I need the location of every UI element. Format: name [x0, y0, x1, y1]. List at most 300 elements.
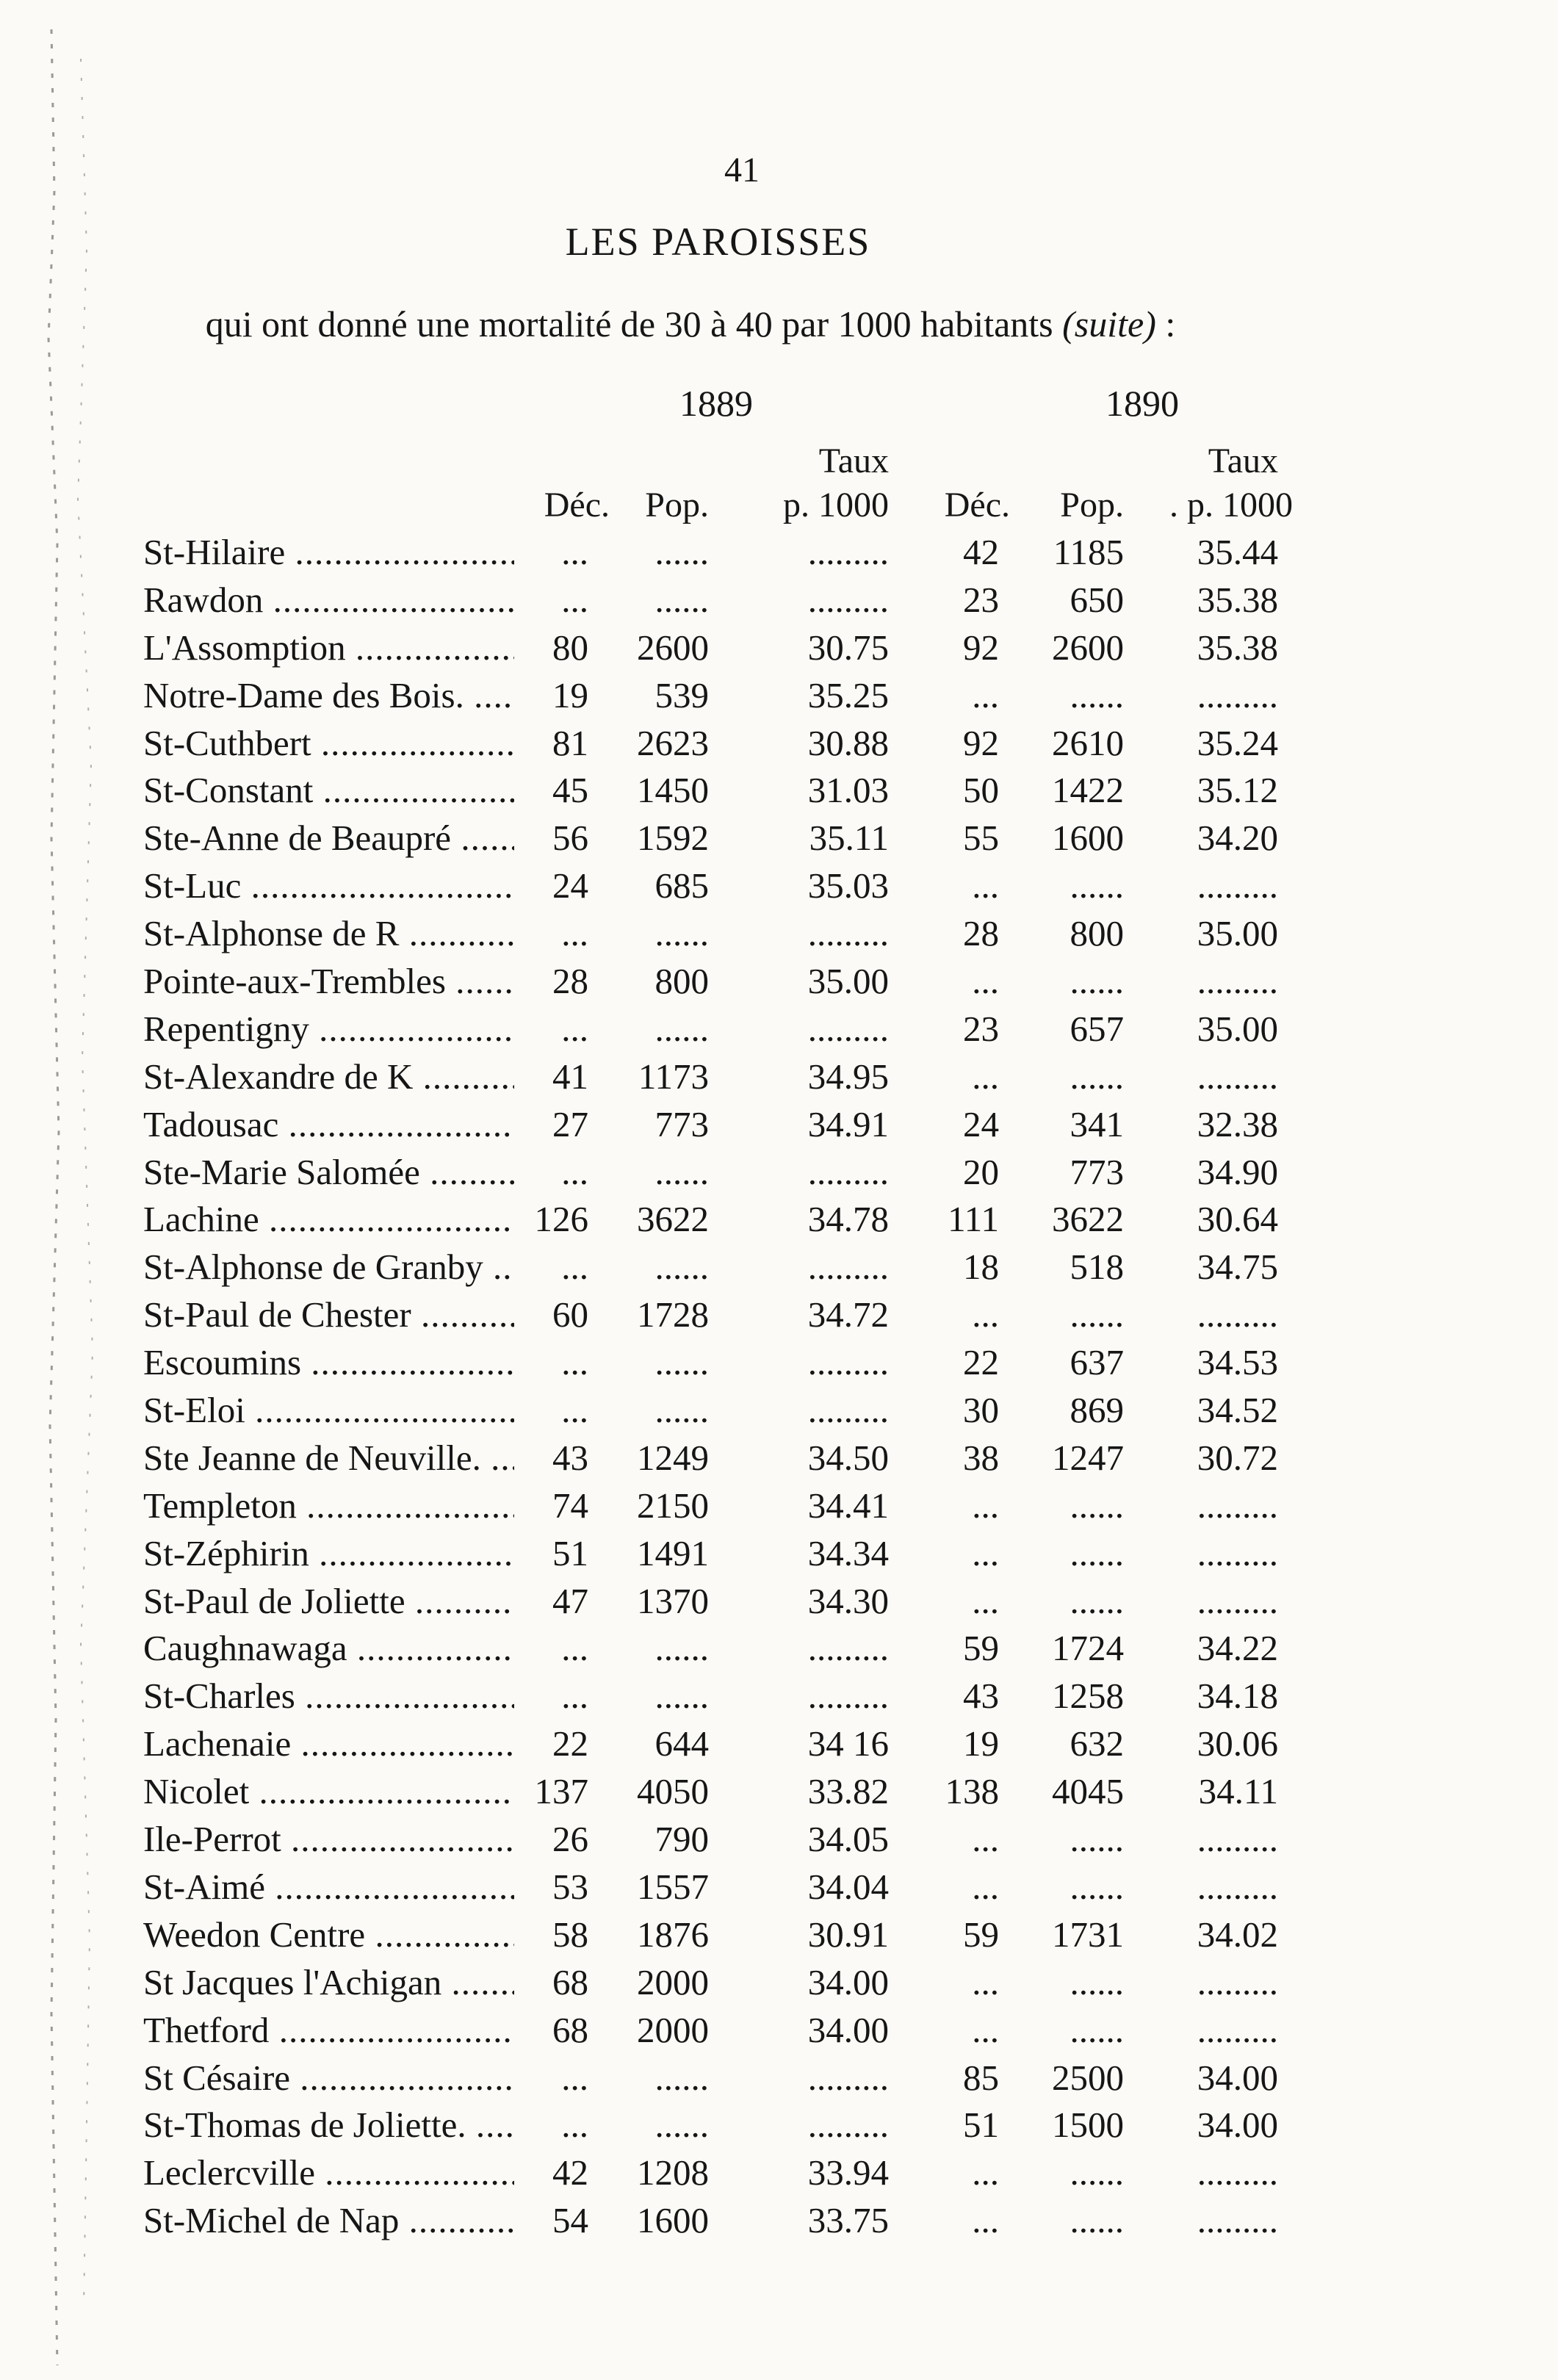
parish-name: Ste-Marie Salomée .....	[143, 1149, 533, 1197]
parish-name: St-Paul de Chester .....	[143, 1291, 533, 1339]
deaths-1889: ...	[514, 1006, 588, 1053]
deaths-1890: 55	[963, 818, 999, 859]
population-1890: ......	[1070, 674, 1124, 715]
rate-1889: 31.03	[807, 770, 889, 811]
population-1890: ......	[1070, 2200, 1124, 2241]
deaths-1889: 137	[514, 1768, 588, 1816]
rate-1889: .........	[807, 579, 889, 620]
rate-1889: 34.05	[807, 1819, 889, 1860]
population-1889: ......	[654, 2105, 709, 2146]
deaths-1889: 27	[514, 1101, 588, 1149]
table-row	[0, 624, 1558, 672]
deaths-1889: 53	[514, 1864, 588, 1911]
table-row	[0, 2007, 1558, 2055]
deaths-1890: 50	[963, 770, 999, 811]
population-1890: 518	[1070, 1247, 1124, 1288]
deaths-1889: ...	[514, 1149, 588, 1197]
deaths-1890: ...	[972, 961, 999, 1002]
population-1889: 4050	[637, 1771, 709, 1812]
deaths-1890: 59	[963, 1628, 999, 1669]
rate-1889: 34.41	[807, 1485, 889, 1526]
header-per1000-1889: p. 1000	[783, 486, 889, 524]
population-1889: 1592	[637, 818, 709, 859]
table-row	[0, 720, 1558, 768]
population-1890: 2500	[1052, 2057, 1124, 2098]
rate-1890: 35.38	[1197, 579, 1278, 620]
table-row	[0, 1911, 1558, 1959]
deaths-1889: 42	[514, 2149, 588, 2197]
table-row	[0, 1196, 1558, 1244]
deaths-1889: 51	[514, 1530, 588, 1578]
rate-1890: 34.00	[1197, 2057, 1278, 2098]
parish-name: Escoumins .....	[143, 1339, 533, 1387]
table-row	[0, 1578, 1558, 1626]
population-1889: ......	[654, 579, 709, 620]
rate-1890: 34.20	[1197, 818, 1278, 859]
population-1889: 539	[654, 674, 709, 715]
rate-1889: 35.03	[807, 865, 889, 906]
population-1890: 1600	[1052, 818, 1124, 859]
table-row	[0, 1244, 1558, 1291]
parish-name: Ste Jeanne de Neuville. .....	[143, 1435, 533, 1482]
rate-1890: .........	[1197, 2200, 1278, 2241]
rate-1889: .........	[807, 1151, 889, 1192]
rate-1890: 32.38	[1197, 1103, 1278, 1144]
rate-1890: .........	[1197, 2009, 1278, 2050]
table-row	[0, 1530, 1558, 1578]
deaths-1889: 81	[514, 720, 588, 768]
deaths-1889: 47	[514, 1578, 588, 1626]
deaths-1889: 19	[514, 672, 588, 720]
rate-1890: 35.12	[1197, 770, 1278, 811]
population-1890: 1731	[1052, 1914, 1124, 1955]
deaths-1889: ...	[514, 1625, 588, 1673]
parish-name: St Césaire .....	[143, 2055, 533, 2102]
population-1890: ......	[1070, 1819, 1124, 1860]
table-row	[0, 1720, 1558, 1768]
rate-1889: .........	[807, 1628, 889, 1669]
population-1889: ......	[654, 1676, 709, 1717]
parish-name: St-Alphonse de R .....	[143, 910, 533, 958]
rate-1890: 34.52	[1197, 1390, 1278, 1431]
population-1890: ......	[1070, 1866, 1124, 1907]
rate-1890: 34.02	[1197, 1914, 1278, 1955]
parish-name: Tadousac .....	[143, 1101, 533, 1149]
population-1889: 1728	[637, 1294, 709, 1335]
parish-table	[0, 529, 1558, 2245]
rate-1890: 34.90	[1197, 1151, 1278, 1192]
deaths-1890: 28	[963, 913, 999, 954]
rate-1890: .........	[1197, 1485, 1278, 1526]
population-1890: 773	[1070, 1151, 1124, 1192]
parish-name: St-Eloi .....	[143, 1387, 533, 1435]
header-per1000-1890: . p. 1000	[1169, 486, 1293, 524]
table-row	[0, 1625, 1558, 1673]
rate-1889: 30.75	[807, 627, 889, 668]
deaths-1890: 92	[963, 627, 999, 668]
table-row	[0, 577, 1558, 624]
subtitle-text: qui ont donné une mortalité de 30 à 40 par 1000 habitants	[205, 303, 1053, 345]
parish-name: Lachenaie .....	[143, 1720, 533, 1768]
subtitle-suffix: (suite)	[1062, 303, 1156, 345]
rate-1889: 30.91	[807, 1914, 889, 1955]
population-1889: 1173	[638, 1056, 709, 1097]
parish-name: Pointe-aux-Trembles .....	[143, 958, 533, 1006]
population-1889: ......	[654, 2057, 709, 2098]
deaths-1890: ...	[972, 1056, 999, 1097]
parish-name: Leclercville .....	[143, 2149, 533, 2197]
population-1890: 2600	[1052, 627, 1124, 668]
rate-1889: 33.82	[807, 1771, 889, 1812]
deaths-1890: 43	[963, 1676, 999, 1717]
parish-name: St-Hilaire .....	[143, 529, 533, 577]
rate-1890: .........	[1197, 674, 1278, 715]
rate-1889: .........	[807, 1008, 889, 1049]
table-row	[0, 1053, 1558, 1101]
deaths-1890: 30	[963, 1390, 999, 1431]
rate-1889: 34.91	[807, 1103, 889, 1144]
deaths-1890: ...	[972, 1819, 999, 1860]
deaths-1889: 54	[514, 2197, 588, 2245]
parish-name: Ile-Perrot .....	[143, 1816, 533, 1864]
population-1889: 1450	[637, 770, 709, 811]
rate-1890: .........	[1197, 1961, 1278, 2002]
deaths-1890: 23	[963, 1008, 999, 1049]
deaths-1889: 68	[514, 2007, 588, 2055]
page-title: LES PAROISSES	[565, 220, 871, 264]
table-row	[0, 1435, 1558, 1482]
parish-name: Nicolet .....	[143, 1768, 533, 1816]
population-1890: ......	[1070, 1056, 1124, 1097]
header-taux-1890: Taux	[1208, 441, 1278, 480]
rate-1889: 34 16	[807, 1723, 889, 1764]
population-1889: ......	[654, 532, 709, 572]
population-1889: 1370	[637, 1580, 709, 1621]
parish-name: St-Luc .....	[143, 862, 533, 910]
population-1890: ......	[1070, 1532, 1124, 1573]
rate-1890: 34.18	[1197, 1676, 1278, 1717]
population-1890: 1500	[1052, 2105, 1124, 2146]
rate-1890: .........	[1197, 1819, 1278, 1860]
population-1889: 1876	[637, 1914, 709, 1955]
deaths-1890: ...	[972, 1866, 999, 1907]
population-1890: ......	[1070, 1485, 1124, 1526]
deaths-1889: 80	[514, 624, 588, 672]
rate-1889: .........	[807, 1390, 889, 1431]
population-1890: 1422	[1052, 770, 1124, 811]
rate-1890: 35.44	[1197, 532, 1278, 572]
deaths-1889: 74	[514, 1482, 588, 1530]
population-1890: 637	[1070, 1342, 1124, 1383]
deaths-1890: ...	[972, 674, 999, 715]
deaths-1890: ...	[972, 1485, 999, 1526]
table-row	[0, 1482, 1558, 1530]
parish-name: Repentigny .....	[143, 1006, 533, 1053]
rate-1889: 34.34	[807, 1532, 889, 1573]
deaths-1890: 42	[963, 532, 999, 572]
deaths-1889: 60	[514, 1291, 588, 1339]
table-row	[0, 1291, 1558, 1339]
deaths-1889: ...	[514, 1673, 588, 1720]
rate-1890: 35.24	[1197, 722, 1278, 763]
rate-1889: 35.11	[809, 818, 889, 859]
parish-name: Caughnawaga .....	[143, 1625, 533, 1673]
table-row	[0, 1768, 1558, 1816]
rate-1890: 30.72	[1197, 1437, 1278, 1478]
deaths-1889: 22	[514, 1720, 588, 1768]
header-pop-1889: Pop.	[645, 486, 709, 524]
parish-name: St-Charles .....	[143, 1673, 533, 1720]
deaths-1890: ...	[972, 2152, 999, 2193]
deaths-1889: 68	[514, 1959, 588, 2007]
population-1889: 2150	[637, 1485, 709, 1526]
population-1890: 632	[1070, 1723, 1124, 1764]
population-1889: 1249	[637, 1437, 709, 1478]
header-dec-1890: Déc.	[944, 486, 1010, 524]
population-1889: 1491	[637, 1532, 709, 1573]
parish-name: St-Paul de Joliette .....	[143, 1578, 533, 1626]
table-row	[0, 958, 1558, 1006]
table-row	[0, 2055, 1558, 2102]
population-1889: ......	[654, 1008, 709, 1049]
population-1890: 341	[1070, 1103, 1124, 1144]
parish-name: Weedon Centre .....	[143, 1911, 533, 1959]
parish-name: Ste-Anne de Beaupré .....	[143, 815, 533, 862]
table-row	[0, 1387, 1558, 1435]
deaths-1890: 59	[963, 1914, 999, 1955]
rate-1889: 35.00	[807, 961, 889, 1002]
deaths-1889: 58	[514, 1911, 588, 1959]
rate-1889: .........	[807, 2057, 889, 2098]
deaths-1889: ...	[514, 1244, 588, 1291]
deaths-1889: ...	[514, 1387, 588, 1435]
year-1889: 1889	[679, 383, 753, 424]
deaths-1889: ...	[514, 1339, 588, 1387]
parish-name: Lachine .....	[143, 1196, 533, 1244]
rate-1890: .........	[1197, 1532, 1278, 1573]
population-1890: ......	[1070, 2152, 1124, 2193]
header-taux-1889: Taux	[818, 441, 889, 480]
population-1889: 2000	[637, 1961, 709, 2002]
population-1889: 1557	[637, 1866, 709, 1907]
rate-1890: 34.75	[1197, 1247, 1278, 1288]
population-1889: 644	[654, 1723, 709, 1764]
population-1890: 650	[1070, 579, 1124, 620]
rate-1889: 33.75	[807, 2200, 889, 2241]
parish-name: St-Thomas de Joliette. .....	[143, 2102, 533, 2149]
rate-1889: .........	[807, 913, 889, 954]
population-1890: ......	[1070, 2009, 1124, 2050]
deaths-1890: 20	[963, 1151, 999, 1192]
table-row	[0, 2149, 1558, 2197]
deaths-1890: ...	[972, 2200, 999, 2241]
rate-1889: .........	[807, 532, 889, 572]
deaths-1889: ...	[514, 529, 588, 577]
table-row	[0, 1673, 1558, 1720]
population-1890: ......	[1070, 1580, 1124, 1621]
rate-1890: .........	[1197, 1056, 1278, 1097]
rate-1890: .........	[1197, 1294, 1278, 1335]
population-1890: ......	[1070, 1961, 1124, 2002]
population-1890: ......	[1070, 1294, 1124, 1335]
year-1890: 1890	[1106, 383, 1179, 424]
deaths-1890: 24	[963, 1103, 999, 1144]
population-1889: 3622	[637, 1199, 709, 1240]
population-1890: 1724	[1052, 1628, 1124, 1669]
table-row	[0, 815, 1558, 862]
parish-name: Rawdon .....	[143, 577, 533, 624]
table-row	[0, 1006, 1558, 1053]
population-1889: 790	[654, 1819, 709, 1860]
population-1889: ......	[654, 1390, 709, 1431]
table-row	[0, 2102, 1558, 2149]
header-pop-1890: Pop.	[1060, 486, 1124, 524]
population-1889: 2600	[637, 627, 709, 668]
population-1890: 869	[1070, 1390, 1124, 1431]
rate-1889: 34.95	[807, 1056, 889, 1097]
table-row	[0, 2197, 1558, 2245]
page-number: 41	[724, 151, 760, 190]
rate-1890: .........	[1197, 865, 1278, 906]
population-1889: ......	[654, 1247, 709, 1288]
population-1889: ......	[654, 1628, 709, 1669]
table-row	[0, 1959, 1558, 2007]
rate-1890: 35.38	[1197, 627, 1278, 668]
rate-1890: .........	[1197, 1580, 1278, 1621]
rate-1890: 30.06	[1197, 1723, 1278, 1764]
deaths-1889: ...	[514, 2102, 588, 2149]
deaths-1890: 51	[963, 2105, 999, 2146]
rate-1889: 30.88	[807, 722, 889, 763]
deaths-1890: ...	[972, 1580, 999, 1621]
parish-name: St-Zéphirin .....	[143, 1530, 533, 1578]
table-row	[0, 767, 1558, 815]
parish-name: St-Aimé .....	[143, 1864, 533, 1911]
deaths-1890: 138	[945, 1771, 999, 1812]
deaths-1890: 22	[963, 1342, 999, 1383]
rate-1889: .........	[807, 1247, 889, 1288]
deaths-1890: 85	[963, 2057, 999, 2098]
deaths-1889: 41	[514, 1053, 588, 1101]
deaths-1890: 23	[963, 579, 999, 620]
deaths-1890: ...	[972, 865, 999, 906]
deaths-1889: ...	[514, 2055, 588, 2102]
population-1890: 4045	[1052, 1771, 1124, 1812]
table-row	[0, 672, 1558, 720]
rate-1889: 34.50	[807, 1437, 889, 1478]
parish-name: Templeton .....	[143, 1482, 533, 1530]
rate-1890: .........	[1197, 1866, 1278, 1907]
population-1890: ......	[1070, 961, 1124, 1002]
population-1890: 1258	[1052, 1676, 1124, 1717]
parish-name: St-Constant .....	[143, 767, 533, 815]
deaths-1889: 24	[514, 862, 588, 910]
rate-1890: 34.22	[1197, 1628, 1278, 1669]
population-1889: 773	[654, 1103, 709, 1144]
deaths-1890: 92	[963, 722, 999, 763]
parish-name: St-Alexandre de K .....	[143, 1053, 533, 1101]
deaths-1890: 19	[963, 1723, 999, 1764]
parish-name: Notre-Dame des Bois. .....	[143, 672, 533, 720]
deaths-1890: ...	[972, 1961, 999, 2002]
rate-1889: 35.25	[807, 674, 889, 715]
table-row	[0, 910, 1558, 958]
deaths-1890: ...	[972, 1294, 999, 1335]
page-subtitle	[0, 303, 1381, 345]
rate-1890: .........	[1197, 2152, 1278, 2193]
population-1890: ......	[1070, 865, 1124, 906]
table-row	[0, 1339, 1558, 1387]
population-1889: 685	[654, 865, 709, 906]
population-1889: ......	[654, 1151, 709, 1192]
population-1890: 800	[1070, 913, 1124, 954]
rate-1890: 35.00	[1197, 913, 1278, 954]
parish-name: St Jacques l'Achigan .....	[143, 1959, 533, 2007]
population-1889: 1600	[637, 2200, 709, 2241]
rate-1889: 34.00	[807, 2009, 889, 2050]
rate-1889: .........	[807, 2105, 889, 2146]
population-1890: 657	[1070, 1008, 1124, 1049]
table-row	[0, 1816, 1558, 1864]
deaths-1890: ...	[972, 1532, 999, 1573]
deaths-1889: 26	[514, 1816, 588, 1864]
rate-1890: 35.00	[1197, 1008, 1278, 1049]
population-1889: ......	[654, 913, 709, 954]
population-1889: ......	[654, 1342, 709, 1383]
header-dec-1889: Déc.	[544, 486, 610, 524]
deaths-1889: 126	[514, 1196, 588, 1244]
rate-1889: 34.72	[807, 1294, 889, 1335]
population-1889: 2000	[637, 2009, 709, 2050]
population-1889: 1208	[637, 2152, 709, 2193]
deaths-1889: 45	[514, 767, 588, 815]
rate-1890: 34.11	[1198, 1771, 1278, 1812]
deaths-1889: 28	[514, 958, 588, 1006]
rate-1890: 30.64	[1197, 1199, 1278, 1240]
table-row	[0, 1864, 1558, 1911]
rate-1889: .........	[807, 1676, 889, 1717]
rate-1890: 34.53	[1197, 1342, 1278, 1383]
population-1890: 3622	[1052, 1199, 1124, 1240]
deaths-1890: 111	[948, 1199, 999, 1240]
parish-name: L'Assomption .....	[143, 624, 533, 672]
rate-1889: .........	[807, 1342, 889, 1383]
deaths-1889: 43	[514, 1435, 588, 1482]
rate-1889: 34.00	[807, 1961, 889, 2002]
deaths-1889: 56	[514, 815, 588, 862]
table-row	[0, 1149, 1558, 1197]
deaths-1890: 18	[963, 1247, 999, 1288]
rate-1889: 33.94	[807, 2152, 889, 2193]
parish-name: St-Cuthbert .....	[143, 720, 533, 768]
deaths-1889: ...	[514, 910, 588, 958]
table-row	[0, 862, 1558, 910]
population-1890: 1185	[1053, 532, 1124, 572]
rate-1889: 34.04	[807, 1866, 889, 1907]
subtitle-colon: :	[1155, 303, 1176, 345]
population-1890: 1247	[1052, 1437, 1124, 1478]
rate-1890: 34.00	[1197, 2105, 1278, 2146]
deaths-1890: ...	[972, 2009, 999, 2050]
rate-1890: .........	[1197, 961, 1278, 1002]
population-1889: 2623	[637, 722, 709, 763]
parish-name: Thetford .....	[143, 2007, 533, 2055]
parish-name: St-Alphonse de Granby .....	[143, 1244, 533, 1291]
rate-1889: 34.30	[807, 1580, 889, 1621]
deaths-1890: 38	[963, 1437, 999, 1478]
table-row	[0, 1101, 1558, 1149]
rate-1889: 34.78	[807, 1199, 889, 1240]
